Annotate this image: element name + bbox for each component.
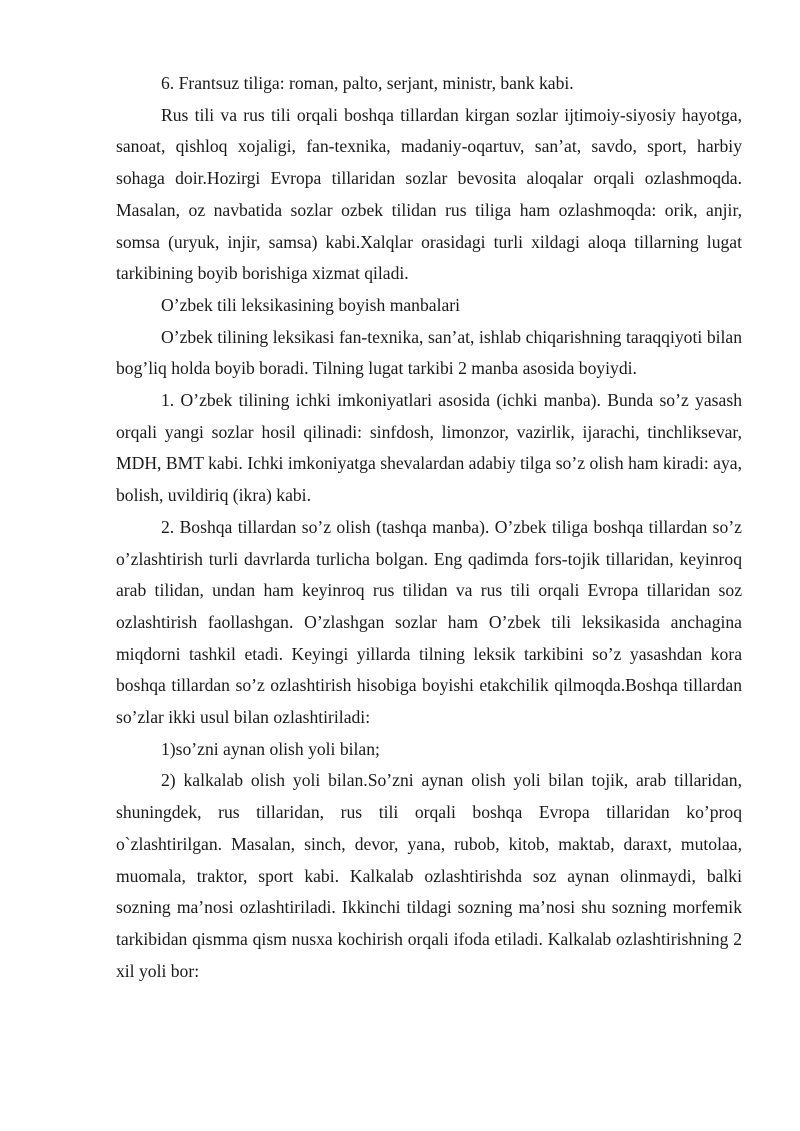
list-item-direct-borrowing: 1)so’zni aynan olish yoli bilan; <box>161 738 380 759</box>
paragraph-french-loanwords: 6. Frantsuz tiliga: roman, palto, serjant, ministr, bank kabi. <box>161 73 574 93</box>
paragraph-external-source: 2. Boshqa tillardan so’z olish (tashqa manba). O’zbek tiliga boshqa tillardan so’z o’zlashtirish turli davrlarda turlicha bolgan. Eng qadimda fors-tojik tillaridan, keyinroq arab tilidan, undan ham keyinroq rus tilidan va rus tili orqali Evropa tillaridan soz ozlashtirish faollashgan. O’zlashgan sozlar ham O’zbek tili leksikasida anchagina miqdorni tashkil etadi. Keyingi yillarda tilning leksik tarkibini so’z yasashdan kora boshqa tillardan so’z ozlashtirish hisobiga boyishi etakchilik qilmoqda.Boshqa tillardan so’zlar ikki usul bilan ozlashtiriladi: <box>116 516 742 728</box>
document-page <box>116 68 742 987</box>
section-heading: O’zbek tili leksikasining boyish manbalari <box>161 294 461 315</box>
paragraph-enrichment-intro: O’zbek tilining leksikasi fan-texnika, san’at, ishlab chiqarishning taraqqiyoti bilan bog’liq holda boyib boradi. Tilning lugat tarkibi 2 manba asosida boyiydi. <box>116 326 742 379</box>
paragraph-calque-borrowing: 2) kalkalab olish yoli bilan.So’zni aynan olish yoli bilan tojik, arab tillaridan, shuningdek, rus tillaridan, rus tili orqali boshqa Evropa tillaridan ko’proq o`zlashtirilgan. Masalan, sinch, devor, yana, rubob, kitob, maktab, daraxt, mutolaa, muomala, traktor, sport kabi. Kalkalab ozlashtirishda soz aynan olinmaydi, balki sozning ma’nosi ozlashtiriladi. Ikkinchi tildagi sozning ma’nosi shu sozning morfemik tarkibidan qismma qism nusxa kochirish orqali ifoda etiladi. Kalkalab ozlashtirishning 2 xil yoli bor: <box>116 770 742 981</box>
paragraph-internal-source: 1. O’zbek tilining ichki imkoniyatlari asosida (ichki manba). Bunda so’z yasash orqali yangi sozlar hosil qilinadi: sinfdosh, limonzor, vazirlik, ijarachi, tinchliksevar, MDH, BMT kabi. Ichki imkoniyatga shevalardan adabiy tilga so’z olish ham kiradi: aya, bolish, uvildiriq (ikra) kabi. <box>116 390 742 506</box>
paragraph-russian-loanwords: Rus tili va rus tili orqali boshqa tillardan kirgan sozlar ijtimoiy-siyosiy hayotga, sanoat, qishloq xojaligi, fan-texnika, madaniy-oqartuv, san’at, savdo, sport, harbiy sohaga doir.Hozirgi Evropa tillaridan sozlar bevosita aloqalar orqali ozlashmoqda. Masalan, oz navbatida sozlar ozbek tilidan rus tiliga ham ozlashmoqda: orik, anjir, somsa (uryuk, injir, samsa) kabi.Xalqlar orasidagi turli xildagi aloqa tillarning lugat tarkibining boyib borishiga xizmat qiladi. <box>116 104 742 284</box>
